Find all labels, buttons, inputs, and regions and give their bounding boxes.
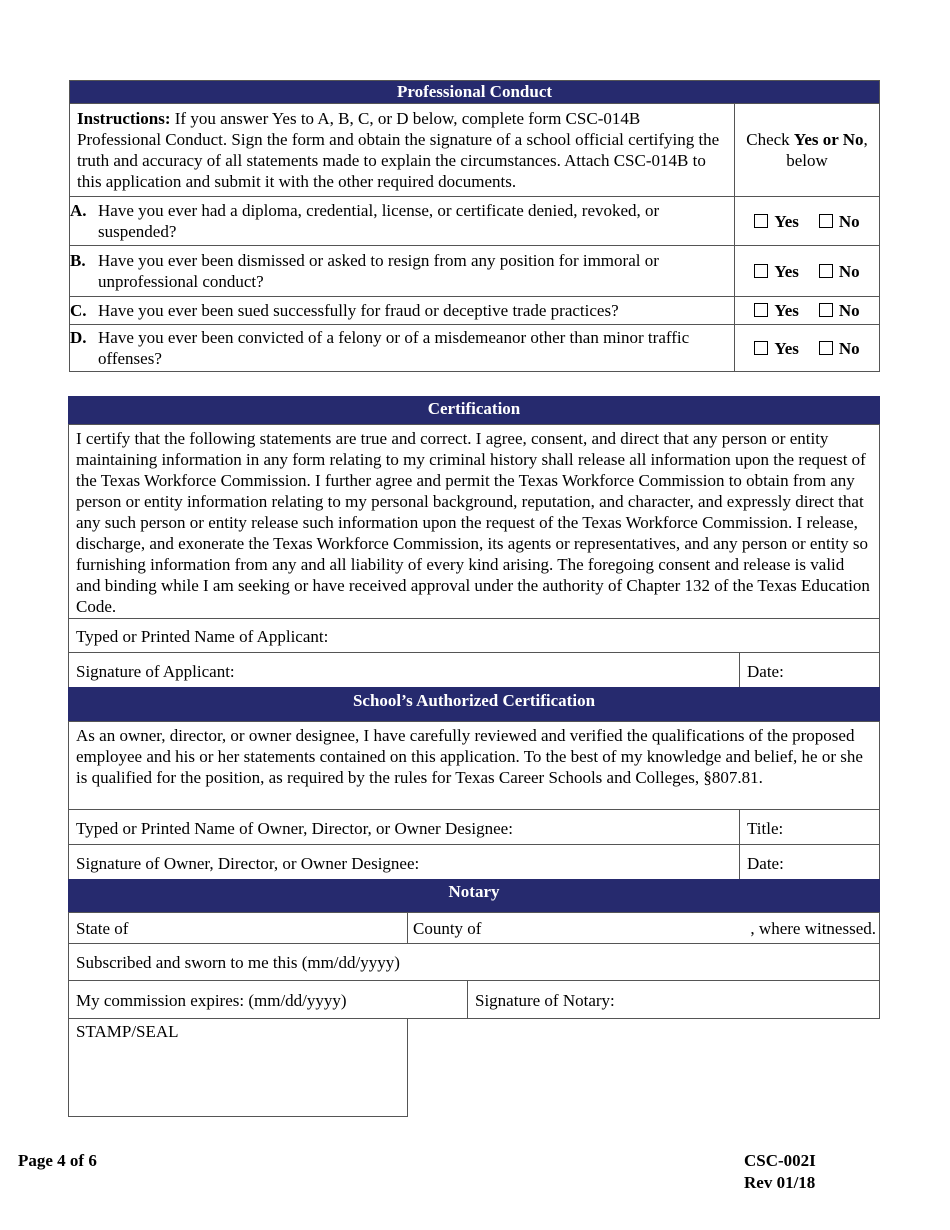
question-c-yes[interactable]: Yes [754, 300, 799, 321]
checkbox-icon[interactable] [754, 264, 768, 278]
state-field[interactable]: State of [68, 912, 408, 944]
checkbox-icon[interactable] [754, 341, 768, 355]
question-d-options [735, 325, 880, 372]
checkbox-icon[interactable] [819, 264, 833, 278]
checkbox-icon[interactable] [754, 303, 768, 317]
subscribed-field[interactable]: Subscribed and sworn to me this (mm/dd/yyyy) [68, 943, 880, 981]
applicant-date-field[interactable]: Date: [739, 652, 880, 688]
notary-title: Notary [68, 879, 880, 913]
notary-signature-field[interactable]: Signature of Notary: [467, 980, 880, 1019]
question-b-options [735, 246, 880, 297]
checkbox-icon[interactable] [819, 341, 833, 355]
check-header: Check Yes or No, below [735, 104, 880, 197]
question-d-yes[interactable]: Yes [754, 338, 799, 359]
commission-expires-field[interactable]: My commission expires: (mm/dd/yyyy) [68, 980, 468, 1019]
applicant-signature-field[interactable]: Signature of Applicant: [68, 652, 740, 688]
question-a-no[interactable]: No [819, 211, 860, 232]
page-number: Page 4 of 6 [18, 1151, 97, 1170]
question-a-yes[interactable]: Yes [754, 211, 799, 232]
checkbox-icon[interactable] [819, 303, 833, 317]
certification-title: Certification [68, 396, 880, 424]
form-id: CSC-002I [744, 1151, 816, 1170]
question-c: C. Have you ever been sued successfully for fraud or deceptive trade practices? [70, 297, 735, 325]
question-a-options [735, 197, 880, 246]
county-label: County of [413, 919, 482, 938]
question-b-yes[interactable]: Yes [754, 261, 799, 282]
instructions [70, 104, 735, 197]
certification-text: I certify that the following statements are true and correct. I agree, consent, and direct that any person or entity maintaining information in any form relating to my criminal history shall release all information upon the request of the Texas Workforce Commission. I further agree and permit the Texas Workforce Commission to obtain from any person or entity information relating to my personal background, reputation, and character, and expressly direct that any such person or entity release such information upon the request of the Texas Workforce Commission. I release, discharge, and exonerate the Texas Workforce Commission, its agents or representatives, and any person or entity so furnishing information from any and all liability of every kind arising. The foregoing consent and release is valid and binding while I am seeking or have received approval under the authority of Chapter 132 of the Texas Education Code. [68, 424, 880, 619]
checkbox-icon[interactable] [819, 214, 833, 228]
form-revision: Rev 01/18 [744, 1173, 816, 1192]
owner-name-field[interactable]: Typed or Printed Name of Owner, Director, or Owner Designee: [68, 809, 740, 845]
question-c-options [735, 297, 880, 325]
question-b-no[interactable]: No [819, 261, 860, 282]
witnessed-label: , where witnessed. [750, 919, 876, 938]
professional-conduct-title: Professional Conduct [70, 81, 880, 104]
question-d: D. Have you ever been convicted of a felony or of a misdemeanor other than minor traffic offenses? [70, 325, 735, 372]
applicant-name-field[interactable]: Typed or Printed Name of Applicant: [68, 618, 880, 653]
county-field[interactable] [407, 912, 880, 944]
instructions-label: Instructions: [77, 109, 171, 128]
professional-conduct-table [69, 80, 880, 372]
question-d-no[interactable]: No [819, 338, 860, 359]
checkbox-icon[interactable] [754, 214, 768, 228]
question-c-no[interactable]: No [819, 300, 860, 321]
school-certification-title: School’s Authorized Certification [68, 687, 880, 722]
instructions-text: If you answer Yes to A, B, C, or D below, complete form CSC-014B Professional Conduct. Sign the form and obtain the signature of a school official certifying the truth and accuracy of all statements made to explain the circumstances. Attach CSC-014B to this application and submit it with the other required documents. [77, 109, 720, 191]
question-a: A. Have you ever had a diploma, credential, license, or certificate denied, revoked, or suspended? [70, 197, 735, 246]
owner-signature-field[interactable]: Signature of Owner, Director, or Owner Designee: [68, 844, 740, 880]
school-certification-text: As an owner, director, or owner designee, I have carefully reviewed and verified the qualifications of the proposed employee and his or her statements contained on this application. To the best of my knowledge and belief, he or she is qualified for the position, as required by the rules for Texas Career Schools and Colleges, §807.81. [68, 721, 880, 810]
question-b: B. Have you ever been dismissed or asked to resign from any position for immoral or unprofessional conduct? [70, 246, 735, 297]
stamp-seal-box: STAMP/SEAL [68, 1018, 408, 1117]
owner-date-field[interactable]: Date: [739, 844, 880, 880]
owner-title-field[interactable]: Title: [739, 809, 880, 845]
